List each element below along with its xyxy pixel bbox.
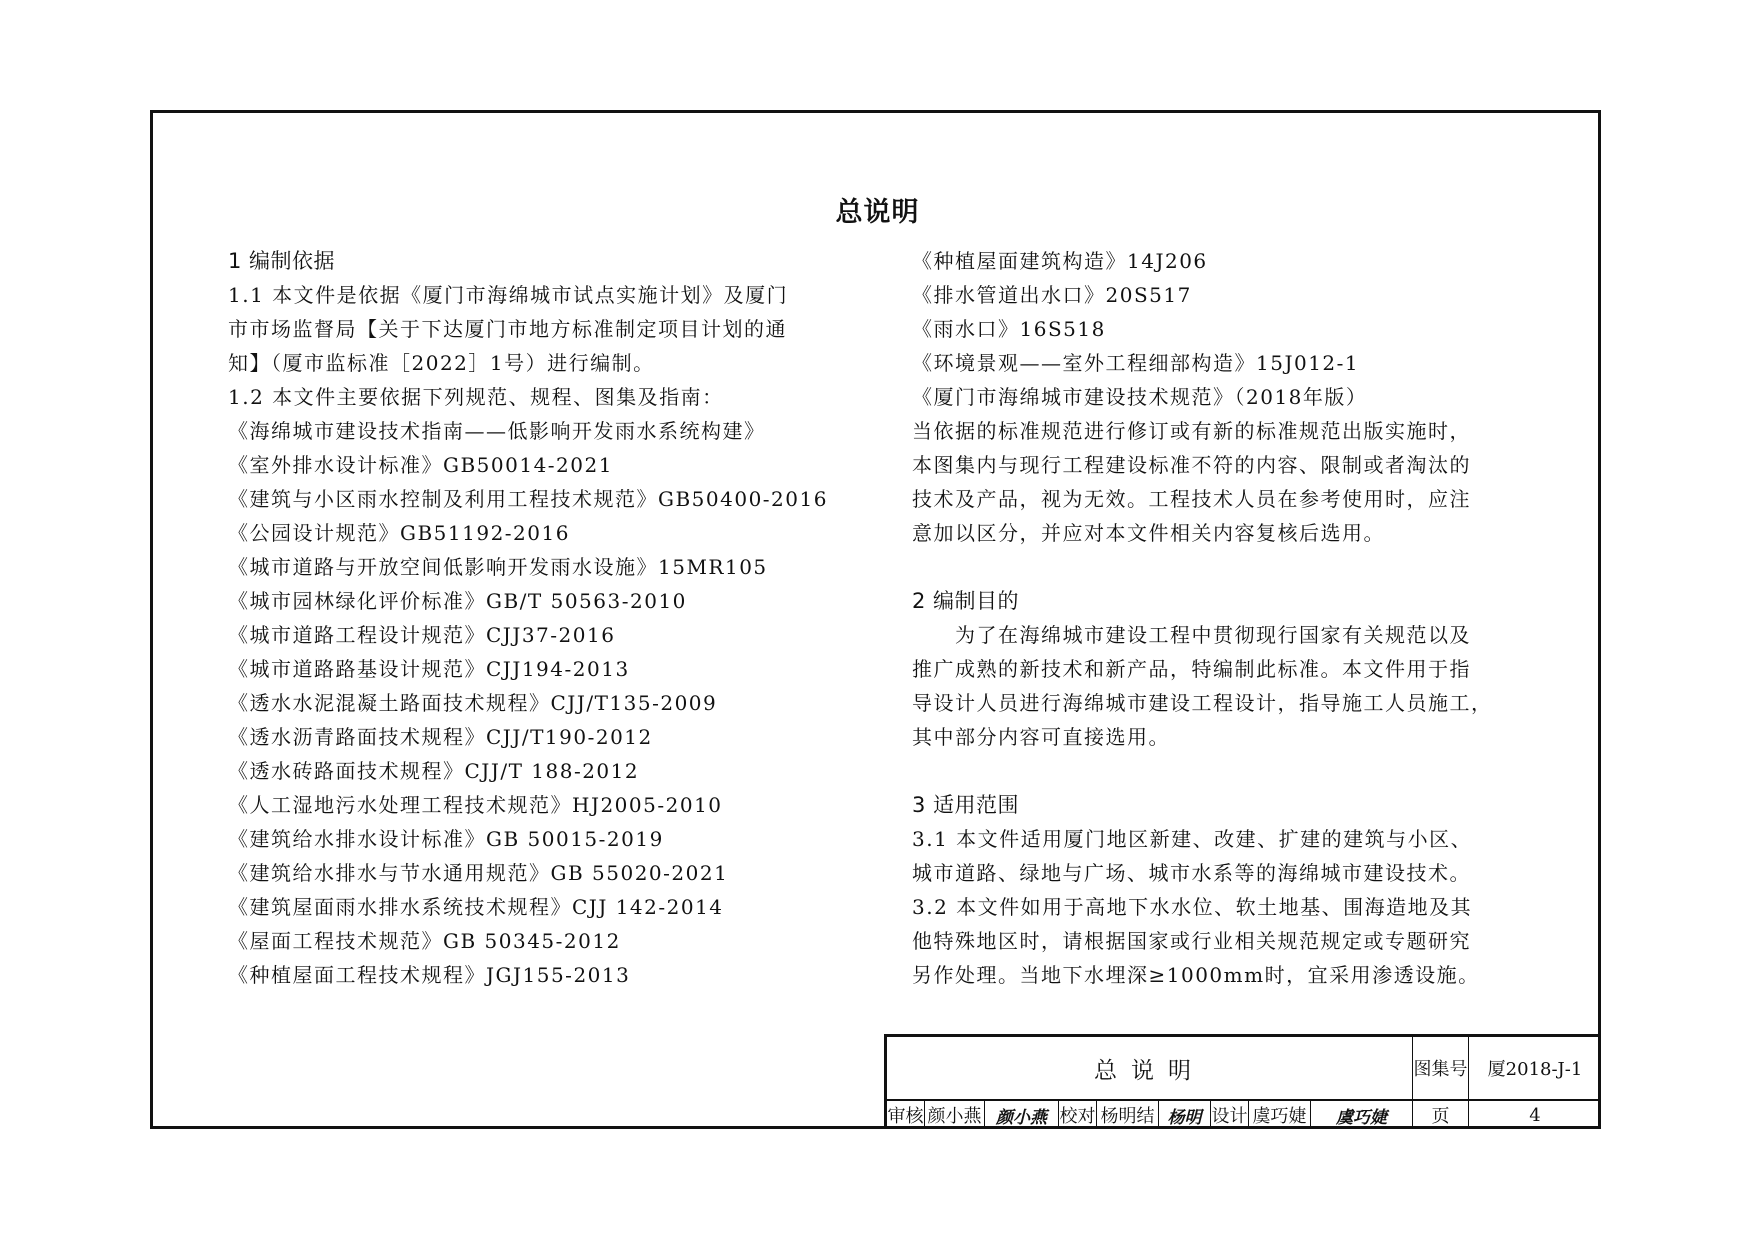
section-1-note: 当依据的标准规范进行修订或有新的标准规范出版实施时， [912,419,1471,443]
reference-item: 《种植屋面建筑构造》14J206 [912,249,1208,273]
reviewer-label: 审核 [887,1106,924,1127]
reference-item: 《厦门市海绵城市建设技术规范》（2018年版） [912,385,1368,409]
designer-name: 虞巧婕 [1252,1106,1307,1127]
title-block-row-top [887,1037,1601,1101]
checker-name-cell [1097,1101,1159,1129]
reference-item: 《雨水口》16S518 [912,317,1106,341]
section-1-line: 知】（厦市监标准［2022］1号）进行编制。 [228,351,655,375]
reference-item: 《人工湿地污水处理工程技术规范》HJ2005-2010 [228,793,723,817]
reference-item: 《种植屋面工程技术规程》JGJ155-2013 [228,963,631,987]
checker-signature: 杨明 [1167,1107,1202,1128]
section-3-heading: 3 适用范围 [912,793,1020,817]
reference-item: 《透水水泥混凝土路面技术规程》CJJ/T135-2009 [228,691,718,715]
reference-item: 《建筑屋面雨水排水系统技术规程》CJJ 142-2014 [228,895,724,919]
reference-item: 《屋面工程技术规范》GB 50345-2012 [228,929,621,953]
designer-signature-cell [1311,1101,1413,1129]
section-2-line: 其中部分内容可直接选用。 [912,725,1170,749]
reference-item: 《建筑给水排水设计标准》GB 50015-2019 [228,827,664,851]
section-3-line: 他特殊地区时，请根据国家或行业相关规范规定或专题研究 [912,929,1471,953]
checker-signature-cell [1159,1101,1211,1129]
designer-label: 设计 [1211,1106,1248,1127]
reviewer-label-cell [887,1101,925,1129]
reference-item: 《排水管道出水口》20S517 [912,283,1192,307]
title-block [884,1034,1601,1129]
reviewer-signature: 颜小燕 [996,1107,1047,1128]
atlas-no-label-cell [1413,1037,1469,1099]
section-2-line: 推广成熟的新技术和新产品，特编制此标准。本文件用于指 [912,657,1471,681]
section-3-line: 城市道路、绿地与广场、城市水系等的海绵城市建设技术。 [912,861,1471,885]
reviewer-signature-cell [985,1101,1059,1129]
page-number-cell [1469,1101,1601,1129]
atlas-no-label: 图集号 [1413,1059,1468,1080]
section-1-line: 市市场监督局【关于下达厦门市地方标准制定项目计划的通 [228,317,787,341]
section-2-heading: 2 编制目的 [912,589,1020,613]
section-3-line: 另作处理。当地下水埋深≥1000mm时，宜采用渗透设施。 [912,963,1480,987]
section-1-line: 1.1 本文件是依据《厦门市海绵城市试点实施计划》及厦门 [228,283,789,307]
page-title: 总说明 [835,197,920,228]
atlas-no-cell [1469,1037,1601,1099]
reference-item: 《透水沥青路面技术规程》CJJ/T190-2012 [228,725,653,749]
designer-signature: 虞巧婕 [1336,1107,1387,1128]
page-label: 页 [1431,1106,1450,1127]
section-3-line: 3.2 本文件如用于高地下水水位、软土地基、围海造地及其 [912,895,1473,919]
left-column [228,244,868,992]
reference-item: 《城市道路工程设计规范》CJJ37-2016 [228,623,616,647]
reference-item: 《室外排水设计标准》GB50014-2021 [228,453,613,477]
checker-label-cell [1059,1101,1097,1129]
section-1-heading: 1 编制依据 [228,249,336,273]
section-1-note: 技术及产品，视为无效。工程技术人员在参考使用时，应注 [912,487,1471,511]
reviewer-name: 颜小燕 [927,1106,982,1127]
reviewer-name-cell [925,1101,985,1129]
spacer [912,754,1512,788]
reference-item: 《城市园林绿化评价标准》GB/T 50563-2010 [228,589,687,613]
drawing-title: 总说明 [1094,1057,1205,1084]
drawing-title-cell [887,1037,1413,1099]
reference-item: 《透水砖路面技术规程》CJJ/T 188-2012 [228,759,640,783]
section-1-note: 意加以区分，并应对本文件相关内容复核后选用。 [912,521,1385,545]
designer-name-cell [1249,1101,1311,1129]
section-2-line: 导设计人员进行海绵城市建设工程设计，指导施工人员施工， [912,691,1493,715]
page-label-cell [1413,1101,1469,1129]
reference-item: 《环境景观——室外工程细部构造》15J012-1 [912,351,1360,375]
checker-name: 杨明结 [1100,1106,1155,1127]
reference-item: 《公园设计规范》GB51192-2016 [228,521,570,545]
atlas-no: 厦2018-J-1 [1487,1059,1583,1080]
checker-label: 校对 [1059,1106,1096,1127]
designer-label-cell [1211,1101,1249,1129]
reference-item: 《城市道路与开放空间低影响开发雨水设施》15MR105 [228,555,768,579]
spacer [912,550,1512,584]
right-column [912,244,1512,992]
section-3-line: 3.1 本文件适用厦门地区新建、改建、扩建的建筑与小区、 [912,827,1473,851]
page-number: 4 [1529,1104,1541,1126]
reference-item: 《海绵城市建设技术指南——低影响开发雨水系统构建》 [228,419,766,443]
section-1-line: 1.2 本文件主要依据下列规范、规程、图集及指南： [228,385,724,409]
reference-item: 《建筑给水排水与节水通用规范》GB 55020-2021 [228,861,729,885]
section-2-line: 为了在海绵城市建设工程中贯彻现行国家有关规范以及 [912,623,1471,647]
section-1-note: 本图集内与现行工程建设标准不符的内容、限制或者淘汰的 [912,453,1471,477]
reference-item: 《城市道路路基设计规范》CJJ194-2013 [228,657,630,681]
title-block-row-bottom [887,1101,1601,1129]
reference-item: 《建筑与小区雨水控制及利用工程技术规范》GB50400-2016 [228,487,828,511]
